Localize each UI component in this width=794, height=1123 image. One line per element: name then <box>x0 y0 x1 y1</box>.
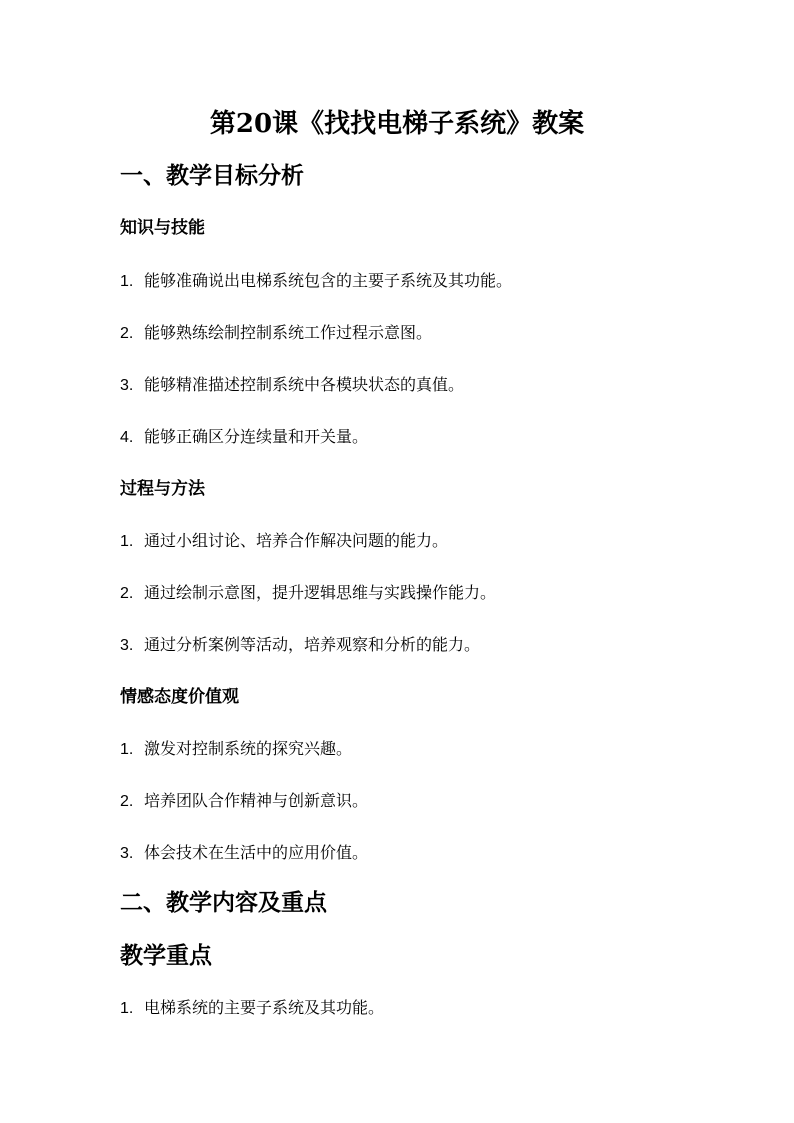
list-item-text: 能够精准描述控制系统中各模块状态的真值。 <box>144 375 465 394</box>
list-item-text: 通过小组讨论、培养合作解决问题的能力。 <box>144 531 449 550</box>
section-heading-objectives: 一、教学目标分析 <box>120 162 304 189</box>
list-item <box>120 582 496 605</box>
document-title: 第20课《找找电梯子系统》教案 <box>209 109 585 139</box>
list-item-text: 能够熟练绘制控制系统工作过程示意图。 <box>144 323 433 342</box>
subheading-knowledge-skills: 知识与技能 <box>120 218 205 238</box>
list-item <box>120 270 512 293</box>
list-item-number: 3. <box>120 637 134 654</box>
list-item-number: 3. <box>120 377 134 394</box>
list-item-number: 2. <box>120 325 134 342</box>
section-heading-content: 二、教学内容及重点 <box>120 889 327 916</box>
list-item-text: 电梯系统的主要子系统及其功能。 <box>144 998 385 1017</box>
subheading-emotion-values: 情感态度价值观 <box>120 687 239 707</box>
list-item-number: 2. <box>120 585 134 602</box>
list-item-number: 1. <box>120 273 134 290</box>
list-item <box>120 842 368 865</box>
list-item-number: 3. <box>120 845 134 862</box>
list-item <box>120 530 448 553</box>
list-item-text: 通过分析案例等活动，培养观察和分析的能力。 <box>144 635 481 654</box>
list-item-number: 4. <box>120 429 134 446</box>
list-item-text: 体会技术在生活中的应用价值。 <box>144 843 369 862</box>
list-item <box>120 374 464 397</box>
list-item <box>120 322 432 345</box>
list-item-text: 激发对控制系统的探究兴趣。 <box>144 739 353 758</box>
list-item-number: 2. <box>120 793 134 810</box>
list-item <box>120 790 368 813</box>
subheading-key-points: 教学重点 <box>120 942 212 969</box>
subheading-process-methods: 过程与方法 <box>120 479 205 499</box>
list-item <box>120 997 384 1020</box>
list-item-number: 1. <box>120 741 134 758</box>
list-item <box>120 738 352 761</box>
list-item-text: 能够正确区分连续量和开关量。 <box>144 427 369 446</box>
list-item-text: 通过绘制示意图，提升逻辑思维与实践操作能力。 <box>144 583 497 602</box>
list-item-text: 培养团队合作精神与创新意识。 <box>144 791 369 810</box>
list-item-number: 1. <box>120 533 134 550</box>
list-item <box>120 426 368 449</box>
list-item-text: 能够准确说出电梯系统包含的主要子系统及其功能。 <box>144 271 513 290</box>
list-item-number: 1. <box>120 1000 134 1017</box>
list-item <box>120 634 480 657</box>
